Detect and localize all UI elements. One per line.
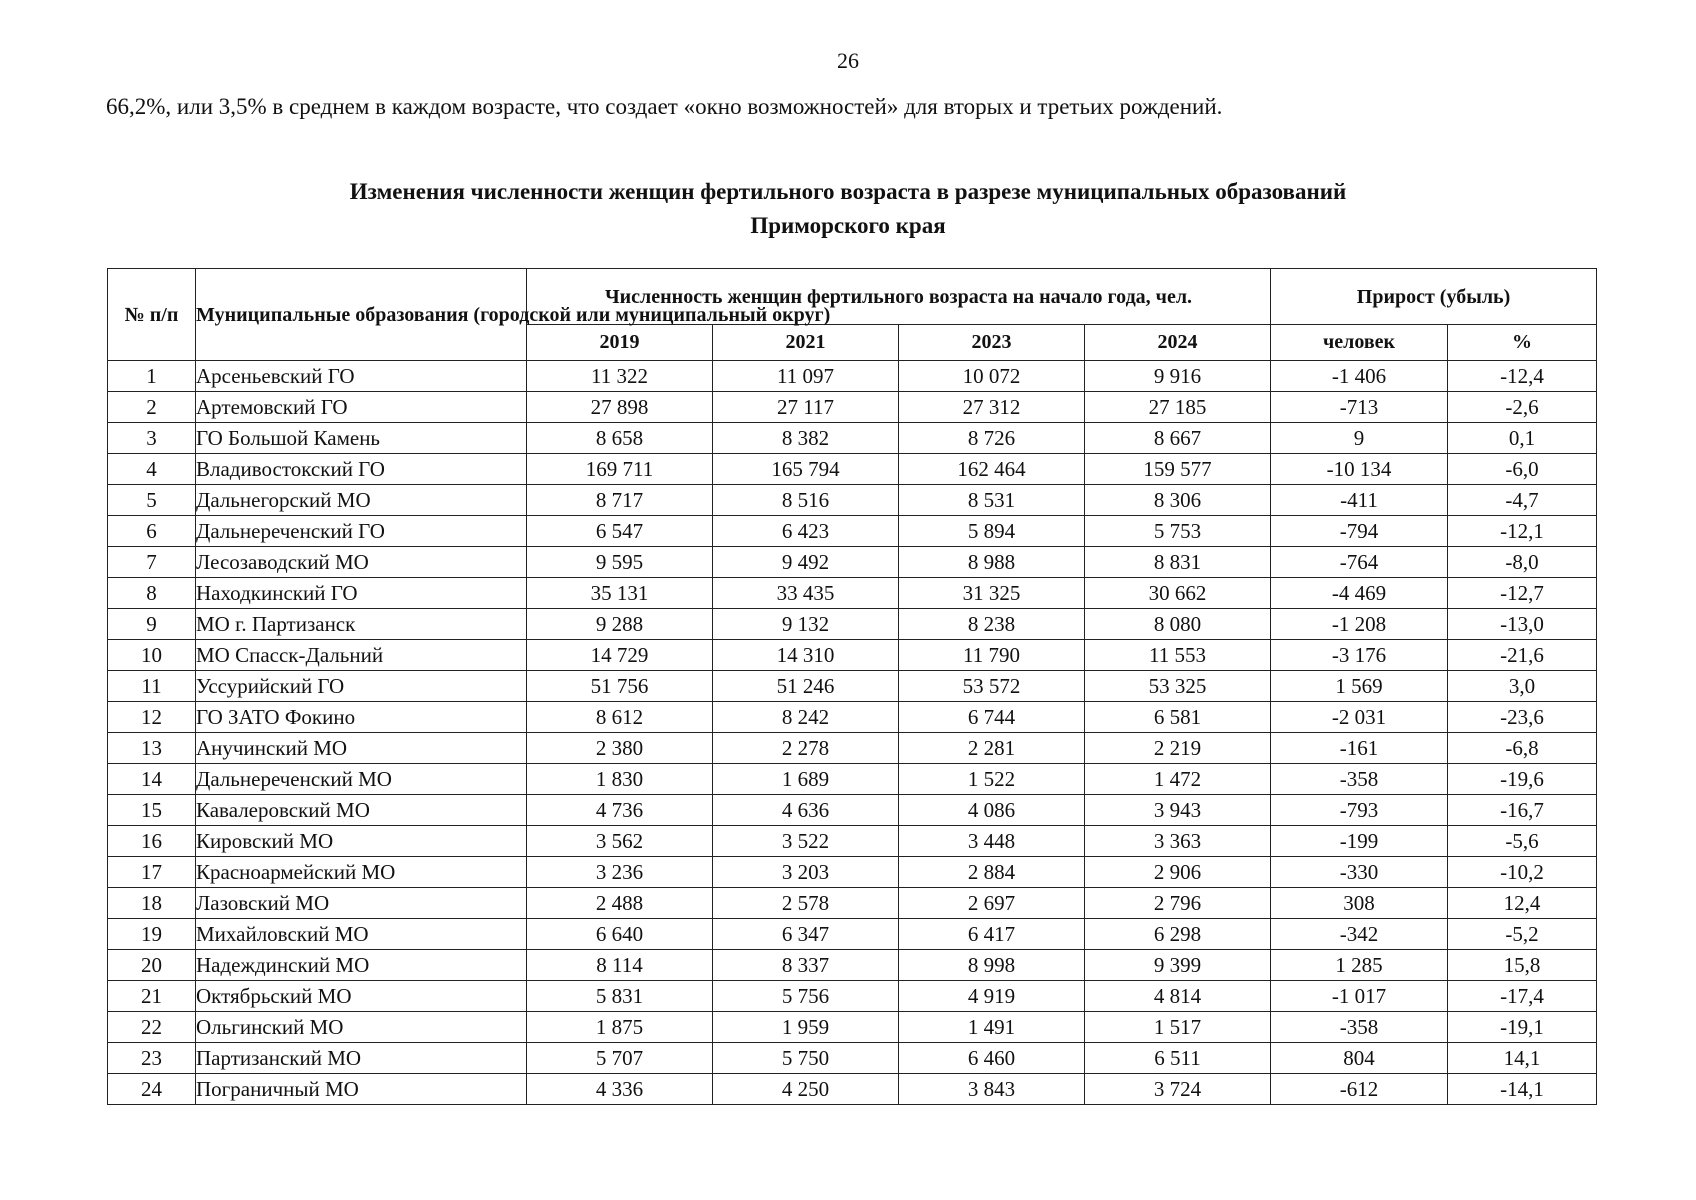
header-municipality: Муниципальные образования (городской или муниципальный округ) — [196, 269, 527, 361]
row-number: 15 — [108, 795, 196, 826]
value-2021: 3 522 — [713, 826, 899, 857]
value-2024: 6 511 — [1085, 1043, 1271, 1074]
table-row — [108, 919, 1597, 950]
value-2024: 8 667 — [1085, 423, 1271, 454]
value-2019: 169 711 — [527, 454, 713, 485]
value-2023: 27 312 — [899, 392, 1085, 423]
value-2021: 8 382 — [713, 423, 899, 454]
value-2024: 6 581 — [1085, 702, 1271, 733]
value-2024: 27 185 — [1085, 392, 1271, 423]
municipality-name: МО Спасск-Дальний — [196, 640, 527, 671]
value-2023: 53 572 — [899, 671, 1085, 702]
growth-people: -342 — [1271, 919, 1448, 950]
growth-percent: -23,6 — [1448, 702, 1597, 733]
row-number: 19 — [108, 919, 196, 950]
table-row — [108, 578, 1597, 609]
growth-people: -161 — [1271, 733, 1448, 764]
value-2021: 3 203 — [713, 857, 899, 888]
value-2024: 4 814 — [1085, 981, 1271, 1012]
growth-people: -1 208 — [1271, 609, 1448, 640]
value-2023: 6 460 — [899, 1043, 1085, 1074]
value-2021: 9 492 — [713, 547, 899, 578]
table-row — [108, 640, 1597, 671]
value-2024: 53 325 — [1085, 671, 1271, 702]
municipality-name: Михайловский МО — [196, 919, 527, 950]
municipality-name: Пограничный МО — [196, 1074, 527, 1105]
municipality-name: Лесозаводский МО — [196, 547, 527, 578]
value-2019: 6 547 — [527, 516, 713, 547]
growth-people: -411 — [1271, 485, 1448, 516]
growth-people: -612 — [1271, 1074, 1448, 1105]
value-2024: 159 577 — [1085, 454, 1271, 485]
value-2023: 1 491 — [899, 1012, 1085, 1043]
growth-percent: -4,7 — [1448, 485, 1597, 516]
row-number: 16 — [108, 826, 196, 857]
row-number: 10 — [108, 640, 196, 671]
value-2023: 8 238 — [899, 609, 1085, 640]
municipality-name: Партизанский МО — [196, 1043, 527, 1074]
value-2023: 31 325 — [899, 578, 1085, 609]
value-2019: 8 612 — [527, 702, 713, 733]
value-2019: 35 131 — [527, 578, 713, 609]
table-title-line-1: Изменения численности женщин фертильного возраста в разрезе муниципальных образований — [349, 179, 1347, 204]
value-2024: 2 906 — [1085, 857, 1271, 888]
intro-paragraph: 66,2%, или 3,5% в среднем в каждом возрасте, что создает «окно возможностей» для вторых и третьих рождений. — [106, 94, 1223, 119]
municipality-name: Красноармейский МО — [196, 857, 527, 888]
header-growth-people: человек — [1271, 325, 1448, 361]
table-row — [108, 764, 1597, 795]
value-2024: 2 796 — [1085, 888, 1271, 919]
row-number: 24 — [108, 1074, 196, 1105]
municipality-name: Находкинский ГО — [196, 578, 527, 609]
header-year-2019: 2019 — [527, 325, 713, 361]
value-2021: 4 250 — [713, 1074, 899, 1105]
row-number: 5 — [108, 485, 196, 516]
value-2023: 8 531 — [899, 485, 1085, 516]
table-row — [108, 609, 1597, 640]
value-2019: 3 562 — [527, 826, 713, 857]
value-2024: 3 724 — [1085, 1074, 1271, 1105]
value-2021: 165 794 — [713, 454, 899, 485]
value-2021: 27 117 — [713, 392, 899, 423]
page-number: 26 — [837, 48, 859, 73]
row-number: 7 — [108, 547, 196, 578]
header-year-2024: 2024 — [1085, 325, 1271, 361]
growth-percent: 3,0 — [1448, 671, 1597, 702]
value-2024: 30 662 — [1085, 578, 1271, 609]
row-number: 1 — [108, 361, 196, 392]
growth-percent: -21,6 — [1448, 640, 1597, 671]
header-year-2023: 2023 — [899, 325, 1085, 361]
value-2023: 2 884 — [899, 857, 1085, 888]
value-2023: 2 281 — [899, 733, 1085, 764]
growth-percent: 12,4 — [1448, 888, 1597, 919]
value-2023: 4 919 — [899, 981, 1085, 1012]
value-2019: 1 830 — [527, 764, 713, 795]
value-2019: 3 236 — [527, 857, 713, 888]
value-2021: 4 636 — [713, 795, 899, 826]
municipality-name: Арсеньевский ГО — [196, 361, 527, 392]
value-2019: 27 898 — [527, 392, 713, 423]
value-2019: 11 322 — [527, 361, 713, 392]
value-2024: 1 517 — [1085, 1012, 1271, 1043]
growth-percent: -5,6 — [1448, 826, 1597, 857]
growth-people: -1 406 — [1271, 361, 1448, 392]
municipality-name: ГО ЗАТО Фокино — [196, 702, 527, 733]
header-population: Численность женщин фертильного возраста на начало года, чел. — [527, 269, 1271, 325]
growth-people: 308 — [1271, 888, 1448, 919]
value-2019: 5 707 — [527, 1043, 713, 1074]
growth-percent: -13,0 — [1448, 609, 1597, 640]
value-2021: 1 689 — [713, 764, 899, 795]
value-2021: 6 423 — [713, 516, 899, 547]
growth-people: -10 134 — [1271, 454, 1448, 485]
value-2019: 4 336 — [527, 1074, 713, 1105]
municipality-name: Владивостокский ГО — [196, 454, 527, 485]
value-2021: 5 756 — [713, 981, 899, 1012]
growth-people: -199 — [1271, 826, 1448, 857]
municipality-name: Октябрьский МО — [196, 981, 527, 1012]
value-2019: 8 114 — [527, 950, 713, 981]
row-number: 18 — [108, 888, 196, 919]
value-2021: 14 310 — [713, 640, 899, 671]
value-2023: 8 998 — [899, 950, 1085, 981]
growth-people: -1 017 — [1271, 981, 1448, 1012]
value-2019: 4 736 — [527, 795, 713, 826]
growth-people: 9 — [1271, 423, 1448, 454]
value-2021: 6 347 — [713, 919, 899, 950]
value-2023: 8 988 — [899, 547, 1085, 578]
value-2021: 33 435 — [713, 578, 899, 609]
growth-percent: -8,0 — [1448, 547, 1597, 578]
table-row — [108, 671, 1597, 702]
growth-percent: -14,1 — [1448, 1074, 1597, 1105]
growth-percent: -12,4 — [1448, 361, 1597, 392]
table-row — [108, 702, 1597, 733]
table-row — [108, 733, 1597, 764]
growth-people: 1 285 — [1271, 950, 1448, 981]
value-2019: 5 831 — [527, 981, 713, 1012]
table-row — [108, 454, 1597, 485]
row-number: 20 — [108, 950, 196, 981]
table-row — [108, 950, 1597, 981]
growth-percent: -12,1 — [1448, 516, 1597, 547]
value-2021: 2 278 — [713, 733, 899, 764]
value-2019: 8 658 — [527, 423, 713, 454]
table-row — [108, 795, 1597, 826]
row-number: 11 — [108, 671, 196, 702]
header-num: № п/п — [108, 269, 196, 361]
table-row — [108, 1012, 1597, 1043]
row-number: 13 — [108, 733, 196, 764]
value-2023: 6 744 — [899, 702, 1085, 733]
table-row — [108, 1043, 1597, 1074]
municipality-name: МО г. Партизанск — [196, 609, 527, 640]
value-2021: 8 337 — [713, 950, 899, 981]
value-2019: 51 756 — [527, 671, 713, 702]
value-2024: 9 399 — [1085, 950, 1271, 981]
growth-people: -330 — [1271, 857, 1448, 888]
municipality-name: Дальнереченский ГО — [196, 516, 527, 547]
value-2019: 2 488 — [527, 888, 713, 919]
header-growth-percent: % — [1448, 325, 1597, 361]
value-2023: 2 697 — [899, 888, 1085, 919]
growth-people: -2 031 — [1271, 702, 1448, 733]
municipality-name: Лазовский МО — [196, 888, 527, 919]
value-2019: 6 640 — [527, 919, 713, 950]
value-2023: 8 726 — [899, 423, 1085, 454]
table-row — [108, 392, 1597, 423]
municipality-name: Уссурийский ГО — [196, 671, 527, 702]
row-number: 4 — [108, 454, 196, 485]
table-row — [108, 888, 1597, 919]
header-year-2021: 2021 — [713, 325, 899, 361]
growth-percent: -6,0 — [1448, 454, 1597, 485]
table-row — [108, 547, 1597, 578]
growth-people: -793 — [1271, 795, 1448, 826]
growth-people: -794 — [1271, 516, 1448, 547]
growth-percent: -19,1 — [1448, 1012, 1597, 1043]
value-2021: 8 516 — [713, 485, 899, 516]
municipality-name: Артемовский ГО — [196, 392, 527, 423]
table-row — [108, 981, 1597, 1012]
growth-percent: 14,1 — [1448, 1043, 1597, 1074]
population-table — [107, 268, 1597, 1105]
value-2023: 6 417 — [899, 919, 1085, 950]
row-number: 3 — [108, 423, 196, 454]
growth-percent: -6,8 — [1448, 733, 1597, 764]
growth-people: -3 176 — [1271, 640, 1448, 671]
row-number: 14 — [108, 764, 196, 795]
growth-people: -4 469 — [1271, 578, 1448, 609]
municipality-name: Дальнегорский МО — [196, 485, 527, 516]
table-row — [108, 826, 1597, 857]
value-2024: 8 831 — [1085, 547, 1271, 578]
value-2023: 10 072 — [899, 361, 1085, 392]
value-2024: 11 553 — [1085, 640, 1271, 671]
municipality-name: ГО Большой Камень — [196, 423, 527, 454]
growth-people: 804 — [1271, 1043, 1448, 1074]
municipality-name: Ольгинский МО — [196, 1012, 527, 1043]
municipality-name: Дальнереченский МО — [196, 764, 527, 795]
row-number: 22 — [108, 1012, 196, 1043]
value-2023: 4 086 — [899, 795, 1085, 826]
value-2019: 9 288 — [527, 609, 713, 640]
value-2021: 5 750 — [713, 1043, 899, 1074]
growth-percent: -17,4 — [1448, 981, 1597, 1012]
table-row — [108, 1074, 1597, 1105]
value-2024: 6 298 — [1085, 919, 1271, 950]
row-number: 9 — [108, 609, 196, 640]
value-2023: 11 790 — [899, 640, 1085, 671]
value-2019: 14 729 — [527, 640, 713, 671]
value-2021: 9 132 — [713, 609, 899, 640]
row-number: 21 — [108, 981, 196, 1012]
value-2019: 2 380 — [527, 733, 713, 764]
row-number: 6 — [108, 516, 196, 547]
table-row — [108, 516, 1597, 547]
value-2021: 2 578 — [713, 888, 899, 919]
value-2023: 3 843 — [899, 1074, 1085, 1105]
value-2024: 8 306 — [1085, 485, 1271, 516]
value-2023: 3 448 — [899, 826, 1085, 857]
growth-percent: -16,7 — [1448, 795, 1597, 826]
growth-people: -764 — [1271, 547, 1448, 578]
municipality-name: Надеждинский МО — [196, 950, 527, 981]
table-row — [108, 361, 1597, 392]
value-2021: 51 246 — [713, 671, 899, 702]
value-2024: 2 219 — [1085, 733, 1271, 764]
municipality-name: Анучинский МО — [196, 733, 527, 764]
value-2019: 1 875 — [527, 1012, 713, 1043]
value-2024: 8 080 — [1085, 609, 1271, 640]
table-row — [108, 485, 1597, 516]
value-2023: 162 464 — [899, 454, 1085, 485]
growth-percent: -2,6 — [1448, 392, 1597, 423]
table-row — [108, 857, 1597, 888]
value-2023: 5 894 — [899, 516, 1085, 547]
value-2021: 8 242 — [713, 702, 899, 733]
growth-percent: 0,1 — [1448, 423, 1597, 454]
growth-percent: -5,2 — [1448, 919, 1597, 950]
municipality-name: Кавалеровский МО — [196, 795, 527, 826]
value-2021: 11 097 — [713, 361, 899, 392]
value-2024: 3 363 — [1085, 826, 1271, 857]
row-number: 12 — [108, 702, 196, 733]
growth-percent: -12,7 — [1448, 578, 1597, 609]
table-body — [108, 361, 1597, 1105]
value-2023: 1 522 — [899, 764, 1085, 795]
growth-people: -358 — [1271, 1012, 1448, 1043]
value-2019: 8 717 — [527, 485, 713, 516]
growth-percent: -10,2 — [1448, 857, 1597, 888]
header-row-1 — [108, 269, 1597, 325]
growth-people: -358 — [1271, 764, 1448, 795]
table-row — [108, 423, 1597, 454]
row-number: 8 — [108, 578, 196, 609]
growth-percent: 15,8 — [1448, 950, 1597, 981]
municipality-name: Кировский МО — [196, 826, 527, 857]
value-2024: 1 472 — [1085, 764, 1271, 795]
row-number: 17 — [108, 857, 196, 888]
growth-percent: -19,6 — [1448, 764, 1597, 795]
header-growth: Прирост (убыль) — [1271, 269, 1597, 325]
growth-people: -713 — [1271, 392, 1448, 423]
value-2024: 3 943 — [1085, 795, 1271, 826]
value-2019: 9 595 — [527, 547, 713, 578]
value-2024: 5 753 — [1085, 516, 1271, 547]
value-2024: 9 916 — [1085, 361, 1271, 392]
row-number: 2 — [108, 392, 196, 423]
growth-people: 1 569 — [1271, 671, 1448, 702]
value-2021: 1 959 — [713, 1012, 899, 1043]
table-title — [0, 175, 1696, 243]
row-number: 23 — [108, 1043, 196, 1074]
table-title-line-2: Приморского края — [750, 213, 946, 238]
